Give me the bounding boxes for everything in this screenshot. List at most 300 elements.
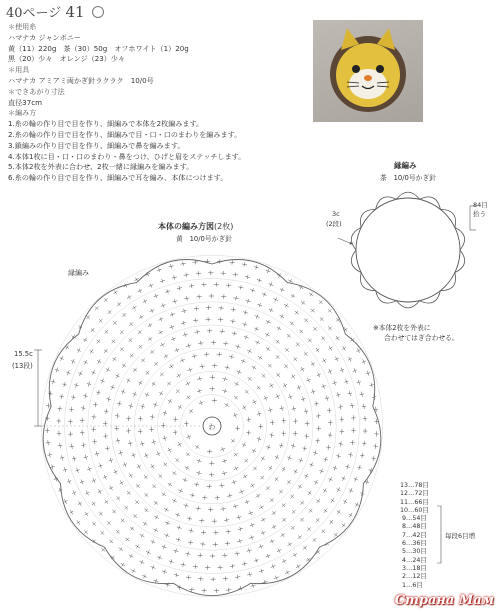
- stitch-mark: [83, 339, 87, 341]
- stitch-mark: [160, 317, 162, 321]
- stitch-mark: [329, 347, 333, 349]
- stitch-mark: [323, 489, 327, 491]
- legend-row: 2…12目: [402, 573, 427, 581]
- stitch-mark: [251, 484, 253, 488]
- stitch-mark: [281, 288, 283, 292]
- stitch-mark: [262, 531, 264, 535]
- stitch-mark: [188, 575, 189, 579]
- chart-dimension-label: 15.5c: [14, 350, 33, 358]
- stitch-mark: [228, 283, 229, 287]
- stitch-mark: [270, 308, 272, 312]
- stitch-mark: [321, 337, 324, 340]
- stitch-mark: [349, 514, 353, 516]
- stitch-mark: [163, 492, 166, 496]
- legend-row: 6…36目: [402, 540, 427, 548]
- stitch-mark: [355, 503, 359, 505]
- stitch-mark: [223, 507, 224, 511]
- stitch-mark: [84, 361, 88, 363]
- pattern-specifications: [8, 22, 308, 184]
- stitch-mark: [342, 347, 346, 349]
- stitch-mark: [178, 406, 182, 408]
- stitch-mark: [130, 554, 132, 558]
- stitch-mark: [327, 410, 331, 411]
- stitch-mark: [197, 330, 198, 334]
- legend-row: 1…6目: [402, 581, 423, 589]
- stitch-mark: [120, 482, 124, 484]
- stitch-mark: [182, 358, 184, 362]
- legend-row: 13…78目: [400, 482, 429, 489]
- stitch-count-legend: [400, 482, 429, 590]
- stitch-mark: [113, 358, 117, 360]
- stitch-mark: [97, 340, 101, 343]
- stitch-mark: [283, 384, 287, 386]
- stitch-mark: [99, 512, 102, 515]
- stitch-mark: [174, 499, 176, 503]
- legend-row: 7…42目: [402, 531, 427, 539]
- stitch-mark: [180, 489, 182, 493]
- stitch-mark: [144, 476, 147, 479]
- stitch-mark: [271, 539, 273, 543]
- cat-cushion-image: [313, 20, 423, 122]
- stitch-mark: [123, 313, 126, 316]
- stitch-mark: [257, 386, 260, 389]
- legend-row: 3…18目: [402, 564, 427, 572]
- spec-line: 5.本体2枚を外表に合わせ、2枚一緒に縁編みを編みます。: [8, 162, 194, 172]
- spec-line: ＊用具: [8, 65, 30, 75]
- stitch-mark: [81, 445, 85, 446]
- stitch-mark: [283, 518, 286, 521]
- legend-row: 8…48目: [402, 523, 427, 531]
- stitch-mark: [122, 364, 126, 366]
- stitch-mark: [168, 400, 172, 402]
- stitch-mark: [302, 301, 305, 305]
- stitch-mark: [164, 463, 167, 466]
- stitch-mark: [259, 356, 262, 360]
- stitch-mark: [304, 411, 308, 412]
- stitch-mark: [46, 406, 50, 407]
- legend-row: 9…54目: [402, 515, 427, 523]
- stitch-mark: [201, 341, 202, 345]
- stitch-mark: [118, 302, 121, 305]
- stitch-mark: [155, 501, 158, 505]
- stitch-mark: [131, 527, 134, 530]
- stitch-mark: [294, 471, 298, 473]
- stitch-mark: [298, 485, 302, 487]
- border-rows-label: (2段): [326, 220, 342, 228]
- spiral-ornament-icon: [92, 6, 104, 18]
- stitch-mark: [311, 363, 315, 365]
- stitch-mark: [187, 396, 190, 399]
- stitch-mark: [295, 311, 298, 315]
- stitch-mark: [184, 478, 186, 482]
- spec-line: 直径37cm: [8, 97, 43, 107]
- legend-row: 11…66目: [400, 498, 429, 506]
- stitch-mark: [116, 375, 120, 377]
- stitch-mark: [149, 337, 152, 341]
- spec-line: 1.糸の輪の作り目で目を作り、細編みで本体を2枚編みます。: [8, 119, 204, 129]
- stitch-mark: [373, 446, 377, 447]
- stitch-mark: [126, 379, 130, 381]
- stitch-mark: [260, 505, 262, 509]
- stitch-mark: [91, 329, 94, 332]
- stitch-mark: [178, 443, 182, 445]
- stitch-mark: [150, 417, 154, 418]
- stitch-mark: [291, 526, 294, 529]
- stitch-mark: [65, 346, 69, 348]
- stitch-mark: [270, 498, 273, 501]
- stitch-mark: [286, 571, 288, 575]
- stitch-mark: [276, 374, 279, 377]
- spec-line: ＊使用糸: [8, 22, 37, 31]
- stitch-mark: [151, 350, 154, 353]
- stitch-mark: [342, 524, 346, 527]
- spec-line: 3.鎖編みの作り目で目を作り、細編みで鼻を編みます。: [8, 140, 185, 150]
- stitch-mark: [235, 272, 236, 276]
- spec-line: ＊できあがり寸法: [8, 86, 65, 96]
- stitch-mark: [276, 396, 280, 398]
- stitch-mark: [284, 365, 287, 368]
- stitch-count-label: 84目: [473, 201, 488, 209]
- stitch-mark: [145, 509, 148, 512]
- stitch-mark: [78, 502, 82, 504]
- stitch-mark: [200, 401, 202, 405]
- stitch-mark: [362, 406, 366, 407]
- stitch-mark: [170, 365, 172, 369]
- stitch-mark: [159, 392, 163, 394]
- stitch-mark: [173, 471, 176, 474]
- stitch-mark: [264, 397, 268, 399]
- stitch-mark: [335, 358, 339, 360]
- stitch-mark: [291, 375, 295, 377]
- stitch-mark: [301, 368, 305, 370]
- stitch-mark: [146, 371, 149, 374]
- stitch-mark: [60, 358, 64, 360]
- stitch-mark: [165, 354, 167, 358]
- stitch-mark: [273, 511, 276, 515]
- stitch-mark: [291, 322, 294, 325]
- stitch-mark: [186, 466, 188, 470]
- stitch-mark: [292, 294, 294, 298]
- stitch-mark: [248, 377, 251, 380]
- spec-line: 黒（20）少々 オレンジ（23）少々: [8, 54, 126, 64]
- stitch-mark: [85, 492, 89, 494]
- spec-line: 4.本体1枚に目・口・口のまわり・鼻をつけ、ひげと眉をステッチします。: [8, 151, 246, 161]
- stitch-mark: [127, 491, 130, 494]
- stitch-mark: [173, 337, 175, 341]
- stitch-mark: [132, 569, 134, 573]
- stitch-mark: [336, 337, 340, 340]
- stitch-mark: [267, 347, 270, 351]
- stitch-mark: [195, 564, 196, 568]
- stitch-mark: [282, 468, 286, 470]
- stitch-mark: [92, 480, 96, 482]
- stitch-mark: [77, 349, 81, 351]
- stitch-mark: [233, 414, 237, 416]
- border-diagram-title: 縁編み: [394, 161, 417, 170]
- stitch-mark: [282, 533, 284, 537]
- stitch-mark: [189, 410, 193, 413]
- stitch-mark: [257, 494, 259, 498]
- stitch-mark: [144, 574, 146, 578]
- spec-line: 2.糸の輪の作り目で目を作り、細編みで目・口・口のまわりを編みます。: [8, 129, 242, 139]
- stitch-mark: [126, 538, 129, 542]
- stitch-mark: [289, 279, 291, 283]
- stitch-mark: [267, 320, 269, 324]
- stitch-mark: [328, 327, 331, 330]
- stitch-mark: [104, 298, 107, 301]
- stitch-mark: [191, 284, 192, 288]
- stitch-mark: [228, 529, 229, 533]
- stitch-mark: [343, 501, 347, 503]
- stitch-mark: [348, 358, 352, 360]
- stitch-mark: [275, 478, 278, 481]
- stitch-mark: [138, 382, 142, 384]
- stitch-mark: [152, 540, 154, 544]
- stitch-mark: [297, 387, 301, 389]
- stitch-mark: [129, 474, 133, 476]
- stitch-mark: [337, 511, 341, 513]
- stitch-mark: [104, 350, 108, 353]
- stitch-mark: [97, 360, 101, 362]
- stitch-mark: [147, 551, 149, 555]
- stitch-mark: [149, 323, 151, 327]
- pick-up-label: 拾う: [473, 210, 486, 218]
- stitch-mark: [235, 396, 238, 399]
- stitch-mark: [314, 481, 318, 483]
- stitch-mark: [328, 371, 332, 373]
- stitch-mark: [144, 299, 146, 303]
- border-note-line-2: 合わせてはぎ合わせる。: [384, 334, 459, 342]
- stitch-mark: [306, 379, 310, 381]
- stitch-mark: [169, 483, 172, 487]
- stitch-mark: [84, 531, 87, 534]
- stitch-mark: [249, 349, 251, 353]
- stitch-mark: [85, 513, 89, 516]
- stitch-mark: [138, 330, 141, 333]
- page-number-left: 40ページ: [6, 6, 62, 21]
- stitch-mark: [81, 408, 85, 409]
- stitch-mark: [104, 411, 108, 412]
- stitch-mark: [316, 349, 320, 352]
- stitch-mark: [270, 435, 274, 436]
- stitch-mark: [151, 309, 153, 313]
- stitch-mark: [141, 534, 143, 538]
- stitch-mark: [92, 441, 96, 442]
- stitch-mark: [161, 343, 163, 347]
- stitch-mark: [144, 522, 146, 526]
- stitch-mark: [349, 490, 353, 492]
- spec-line: ハマナカ アミアミ両かぎ針ラクラク 10/0号: [8, 75, 154, 85]
- stitch-mark: [140, 315, 142, 319]
- stitch-mark: [136, 545, 138, 549]
- stitch-mark: [262, 518, 264, 522]
- stitch-mark: [92, 372, 96, 374]
- stitch-mark: [232, 564, 233, 568]
- stitch-mark: [350, 405, 354, 406]
- stitch-mark: [275, 298, 277, 302]
- stitch-mark: [116, 497, 119, 500]
- stitch-mark: [270, 384, 274, 386]
- stitch-mark: [257, 340, 259, 344]
- stitch-mark: [232, 260, 233, 264]
- stitch-mark: [225, 403, 228, 407]
- spec-line: 6.糸の輪の作り目で目を作り、細編みで耳を編み、本体につけます。: [8, 173, 228, 183]
- stitch-mark: [269, 467, 273, 470]
- stitch-mark: [70, 446, 74, 447]
- stitch-mark: [136, 278, 138, 282]
- stitch-mark: [273, 525, 275, 529]
- border-diagram-subtitle: 茶 10/0号かぎ針: [380, 174, 437, 182]
- stitch-mark: [152, 383, 156, 386]
- stitch-mark: [77, 521, 81, 524]
- stitch-mark: [202, 364, 203, 368]
- stitch-mark: [304, 475, 308, 477]
- stitch-mark: [156, 453, 160, 455]
- stitch-mark: [187, 453, 190, 456]
- stitch-mark: [256, 327, 258, 331]
- stitch-mark: [155, 528, 157, 532]
- stitch-mark: [242, 359, 244, 363]
- stitch-mark: [106, 369, 110, 371]
- stitch-mark: [357, 350, 361, 352]
- spec-line: ハマナカ ジャンボニー: [8, 32, 81, 42]
- stitch-mark: [288, 543, 290, 547]
- stitch-mark: [252, 450, 256, 452]
- stitch-mark: [324, 509, 328, 512]
- stitch-mark: [304, 352, 307, 355]
- stitch-mark: [92, 522, 95, 525]
- stitch-mark: [176, 348, 178, 352]
- border-height-label: 3c: [332, 210, 340, 218]
- stitch-mark: [103, 476, 107, 478]
- stitch-mark: [350, 442, 354, 443]
- chart-dimension-rows: (13段): [12, 362, 33, 370]
- stitch-mark: [294, 553, 296, 557]
- stitch-mark: [187, 436, 191, 438]
- legend-increase-note: 毎段6目増: [445, 532, 476, 540]
- stitch-mark: [231, 439, 235, 442]
- stitch-mark: [178, 374, 180, 378]
- stitch-mark: [109, 487, 113, 489]
- stitch-mark: [250, 511, 252, 515]
- chart-subtitle: 黄 10/0号かぎ針: [176, 235, 233, 243]
- stitch-mark: [196, 306, 197, 310]
- legend-row: 5…30目: [402, 548, 427, 556]
- chart-edge-label: 縁編み: [68, 269, 89, 277]
- stitch-mark: [316, 440, 320, 441]
- stitch-mark: [328, 479, 332, 481]
- chart-title-text: 本体の編み方図: [158, 222, 214, 231]
- stitch-mark: [297, 565, 299, 569]
- watermark-logo: Страна Мам: [394, 593, 494, 608]
- magic-ring-icon: わ: [208, 423, 216, 431]
- crochet-chart: [30, 240, 390, 608]
- legend-bracket: [436, 505, 444, 565]
- stitch-mark: [317, 374, 321, 376]
- stitch-mark: [221, 483, 222, 487]
- stitch-mark: [105, 501, 109, 504]
- legend-row: 4…24目: [402, 556, 427, 564]
- stitch-mark: [338, 407, 342, 408]
- stitch-mark: [72, 492, 76, 494]
- stitch-mark: [64, 500, 68, 502]
- border-note-line-1: ※本体2枚を外表に: [373, 324, 431, 332]
- stitch-mark: [139, 289, 141, 293]
- stitch-mark: [114, 471, 118, 473]
- page-header: [6, 2, 104, 21]
- stitch-mark: [226, 518, 227, 522]
- stitch-mark: [122, 563, 124, 567]
- stitch-mark: [58, 445, 62, 446]
- chart-title: [158, 221, 233, 232]
- stitch-mark: [304, 546, 307, 549]
- stitch-mark: [266, 333, 268, 337]
- stitch-mark: [308, 492, 312, 494]
- spec-line: ＊編み方: [8, 108, 37, 118]
- stitch-mark: [98, 490, 102, 492]
- stitch-mark: [168, 449, 172, 451]
- stitch-mark: [151, 465, 155, 467]
- stitch-mark: [276, 340, 279, 343]
- stitch-mark: [261, 457, 265, 459]
- stitch-mark: [90, 350, 94, 352]
- stitch-mark: [114, 291, 117, 295]
- stitch-mark: [285, 304, 287, 308]
- stitch-mark: [330, 521, 333, 524]
- stitch-mark: [238, 370, 240, 374]
- legend-row: 12…72目: [400, 490, 429, 498]
- stitch-mark: [298, 535, 301, 538]
- stitch-mark: [234, 453, 237, 456]
- stitch-mark: [160, 330, 162, 334]
- stitch-mark: [281, 314, 283, 318]
- stitch-mark: [136, 484, 139, 487]
- stitch-mark: [316, 500, 320, 503]
- stitch-mark: [294, 358, 297, 361]
- stitch-mark: [133, 369, 137, 372]
- stitch-mark: [137, 466, 141, 468]
- stitch-mark: [187, 382, 189, 386]
- stitch-mark: [283, 559, 285, 563]
- stitch-mark: [120, 547, 123, 551]
- stitch-mark: [337, 489, 341, 491]
- stitch-mark: [144, 455, 148, 457]
- stitch-mark: [339, 444, 343, 445]
- stitch-mark: [123, 464, 127, 466]
- stitch-mark: [235, 467, 237, 471]
- stitch-mark: [244, 475, 246, 479]
- stitch-mark: [116, 440, 120, 441]
- stitch-mark: [70, 511, 74, 513]
- stitch-mark: [155, 515, 157, 519]
- stitch-mark: [242, 444, 246, 446]
- chart-title-count: (2枚): [214, 222, 234, 231]
- stitch-mark: [133, 306, 135, 310]
- stitch-mark: [141, 560, 143, 564]
- stitch-mark: [130, 322, 133, 325]
- spec-line: 黄（11）220g 茶（30）50g オフホワイト（1）20g: [8, 43, 189, 53]
- stitch-mark: [236, 382, 238, 386]
- stitch-mark: [145, 394, 149, 396]
- stitch-mark: [241, 490, 243, 494]
- stitch-mark: [167, 521, 169, 525]
- stitch-mark: [195, 318, 196, 322]
- stitch-mark: [165, 508, 167, 512]
- stitch-mark: [222, 447, 224, 451]
- stitch-mark: [246, 500, 248, 504]
- stitch-mark: [310, 293, 313, 297]
- product-photo: [313, 20, 423, 122]
